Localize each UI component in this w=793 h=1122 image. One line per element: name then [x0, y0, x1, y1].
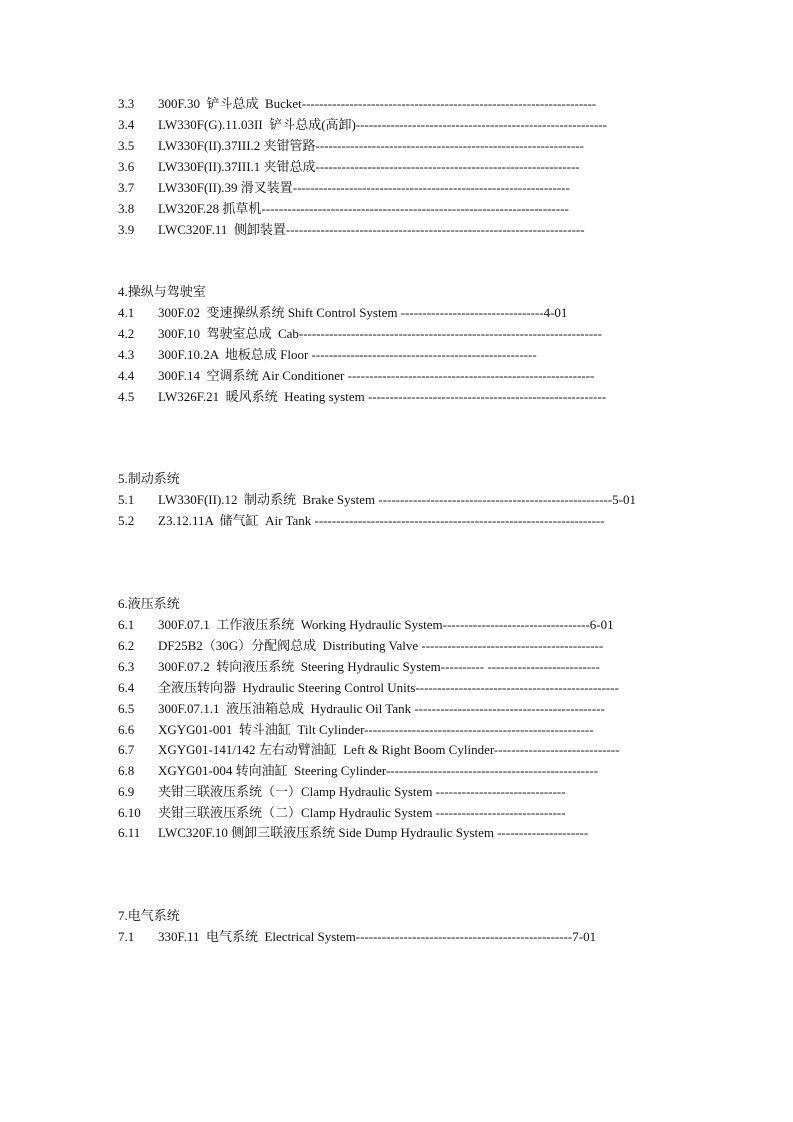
toc-entry-6-3	[118, 657, 600, 677]
entry-text: 夹钳三联液压系统（二）Clamp Hydraulic System ------------------------------	[158, 805, 566, 820]
toc-entry-6-10	[118, 803, 566, 823]
toc-entry-4-2	[118, 324, 602, 344]
section-heading-7: 7.电气系统	[118, 908, 180, 923]
entry-text: XGYG01-004 转向油缸 Steering Cylinder-------------------------------------------------	[158, 763, 599, 778]
entry-number: 3.3	[118, 96, 135, 111]
entry-text: LW330F(II).12 制动系统 Brake System ------------------------------------------------------5-01	[158, 492, 636, 507]
toc-entry-7-1	[118, 927, 596, 947]
toc-entry-6-9	[118, 782, 566, 802]
entry-number: 4.2	[118, 326, 135, 341]
entry-text: LW326F.21 暖风系统 Heating system -------------------------------------------------------	[158, 389, 607, 404]
toc-entry-5-1	[118, 490, 636, 510]
entry-number: 6.4	[118, 680, 135, 695]
entry-number: 6.11	[118, 825, 141, 840]
entry-number: 4.1	[118, 305, 135, 320]
entry-text: LW330F(G).11.03II 铲斗总成(高卸)----------------------------------------------------------	[158, 117, 607, 132]
entry-text: 夹钳三联液压系统（一）Clamp Hydraulic System ------------------------------	[158, 784, 566, 799]
toc-entry-3-4	[118, 115, 607, 135]
entry-number: 6.10	[118, 805, 141, 820]
toc-entry-6-6	[118, 720, 594, 740]
entry-number: 6.2	[118, 638, 135, 653]
entry-text: LW330F(II).37III.1 夹钳总成-------------------------------------------------------------	[158, 159, 580, 174]
toc-entry-3-6	[118, 157, 580, 177]
entry-number: 3.8	[118, 201, 135, 216]
entry-text: LW330F(II).39 滑叉装置----------------------------------------------------------------	[158, 180, 570, 195]
toc-entry-3-5	[118, 136, 584, 156]
toc-entry-6-11	[118, 823, 588, 843]
entry-number: 6.3	[118, 659, 135, 674]
entry-text: XGYG01-141/142 左右动臂油缸 Left & Right Boom Cylinder-----------------------------	[158, 742, 620, 757]
entry-text: LWC320F.11 侧卸装置---------------------------------------------------------------------	[158, 222, 585, 237]
toc-entry-6-7	[118, 740, 619, 760]
toc-entry-3-3	[118, 94, 596, 114]
toc-entry-6-1	[118, 615, 614, 635]
toc-entry-3-8	[118, 199, 569, 219]
toc-entry-4-3	[118, 345, 537, 365]
entry-number: 3.5	[118, 138, 135, 153]
toc-entry-4-5	[118, 387, 606, 407]
entry-number: 6.7	[118, 742, 135, 757]
entry-text: 全液压转向器 Hydraulic Steering Control Units-----------------------------------------------	[158, 680, 619, 695]
entry-text: 300F.07.1 工作液压系统 Working Hydraulic System----------------------------------6-01	[158, 617, 614, 632]
toc-entry-3-7	[118, 178, 570, 198]
entry-text: XGYG01-001 转斗油缸 Tilt Cylinder-----------------------------------------------------	[158, 722, 594, 737]
section-heading-4: 4.操纵与驾驶室	[118, 284, 206, 299]
entry-text: 300F.30 铲斗总成 Bucket--------------------------------------------------------------------	[158, 96, 597, 111]
toc-entry-3-9	[118, 220, 585, 240]
entry-text: 300F.07.2 转向液压系统 Steering Hydraulic System---------- --------------------------	[158, 659, 600, 674]
entry-number: 4.4	[118, 368, 135, 383]
entry-text: Z3.12.11A 储气缸 Air Tank -------------------------------------------------------------------	[158, 513, 605, 528]
entry-number: 6.8	[118, 763, 135, 778]
entry-text: LWC320F.10 侧卸三联液压系统 Side Dump Hydraulic System ---------------------	[158, 825, 589, 840]
section-heading-6: 6.液压系统	[118, 596, 180, 611]
entry-number: 5.1	[118, 492, 135, 507]
toc-entry-6-2	[118, 636, 603, 656]
toc-entry-4-4	[118, 366, 594, 386]
entry-text: 330F.11 电气系统 Electrical System--------------------------------------------------7-01	[158, 929, 597, 944]
entry-text: 300F.07.1.1 液压油箱总成 Hydraulic Oil Tank --------------------------------------------	[158, 701, 605, 716]
entry-number: 4.3	[118, 347, 135, 362]
entry-number: 7.1	[118, 929, 135, 944]
entry-number: 6.9	[118, 784, 135, 799]
toc-entry-6-8	[118, 761, 598, 781]
entry-number: 6.6	[118, 722, 135, 737]
entry-text: 300F.10.2A 地板总成 Floor ----------------------------------------------------	[158, 347, 537, 362]
entry-number: 6.5	[118, 701, 135, 716]
entry-number: 3.9	[118, 222, 135, 237]
entry-number: 3.7	[118, 180, 135, 195]
entry-number: 3.4	[118, 117, 135, 132]
section-heading-5: 5.制动系统	[118, 471, 180, 486]
entry-text: 300F.02 变速操纵系统 Shift Control System ---------------------------------4-01	[158, 305, 568, 320]
entry-text: 300F.14 空调系统 Air Conditioner ---------------------------------------------------------	[158, 368, 595, 383]
entry-text: LW330F(II).37III.2 夹钳管路--------------------------------------------------------------	[158, 138, 584, 153]
entry-text: LW320F.28 抓草机-----------------------------------------------------------------------	[158, 201, 569, 216]
entry-text: 300F.10 驾驶室总成 Cab----------------------------------------------------------------------	[158, 326, 602, 341]
toc-entry-4-1	[118, 303, 567, 323]
entry-number: 4.5	[118, 389, 135, 404]
entry-number: 3.6	[118, 159, 135, 174]
toc-entry-5-2	[118, 511, 605, 531]
entry-number: 5.2	[118, 513, 135, 528]
toc-entry-6-5	[118, 699, 605, 719]
toc-entry-6-4	[118, 678, 619, 698]
entry-number: 6.1	[118, 617, 135, 632]
entry-text: DF25B2（30G）分配阀总成 Distributing Valve ------------------------------------------	[158, 638, 604, 653]
